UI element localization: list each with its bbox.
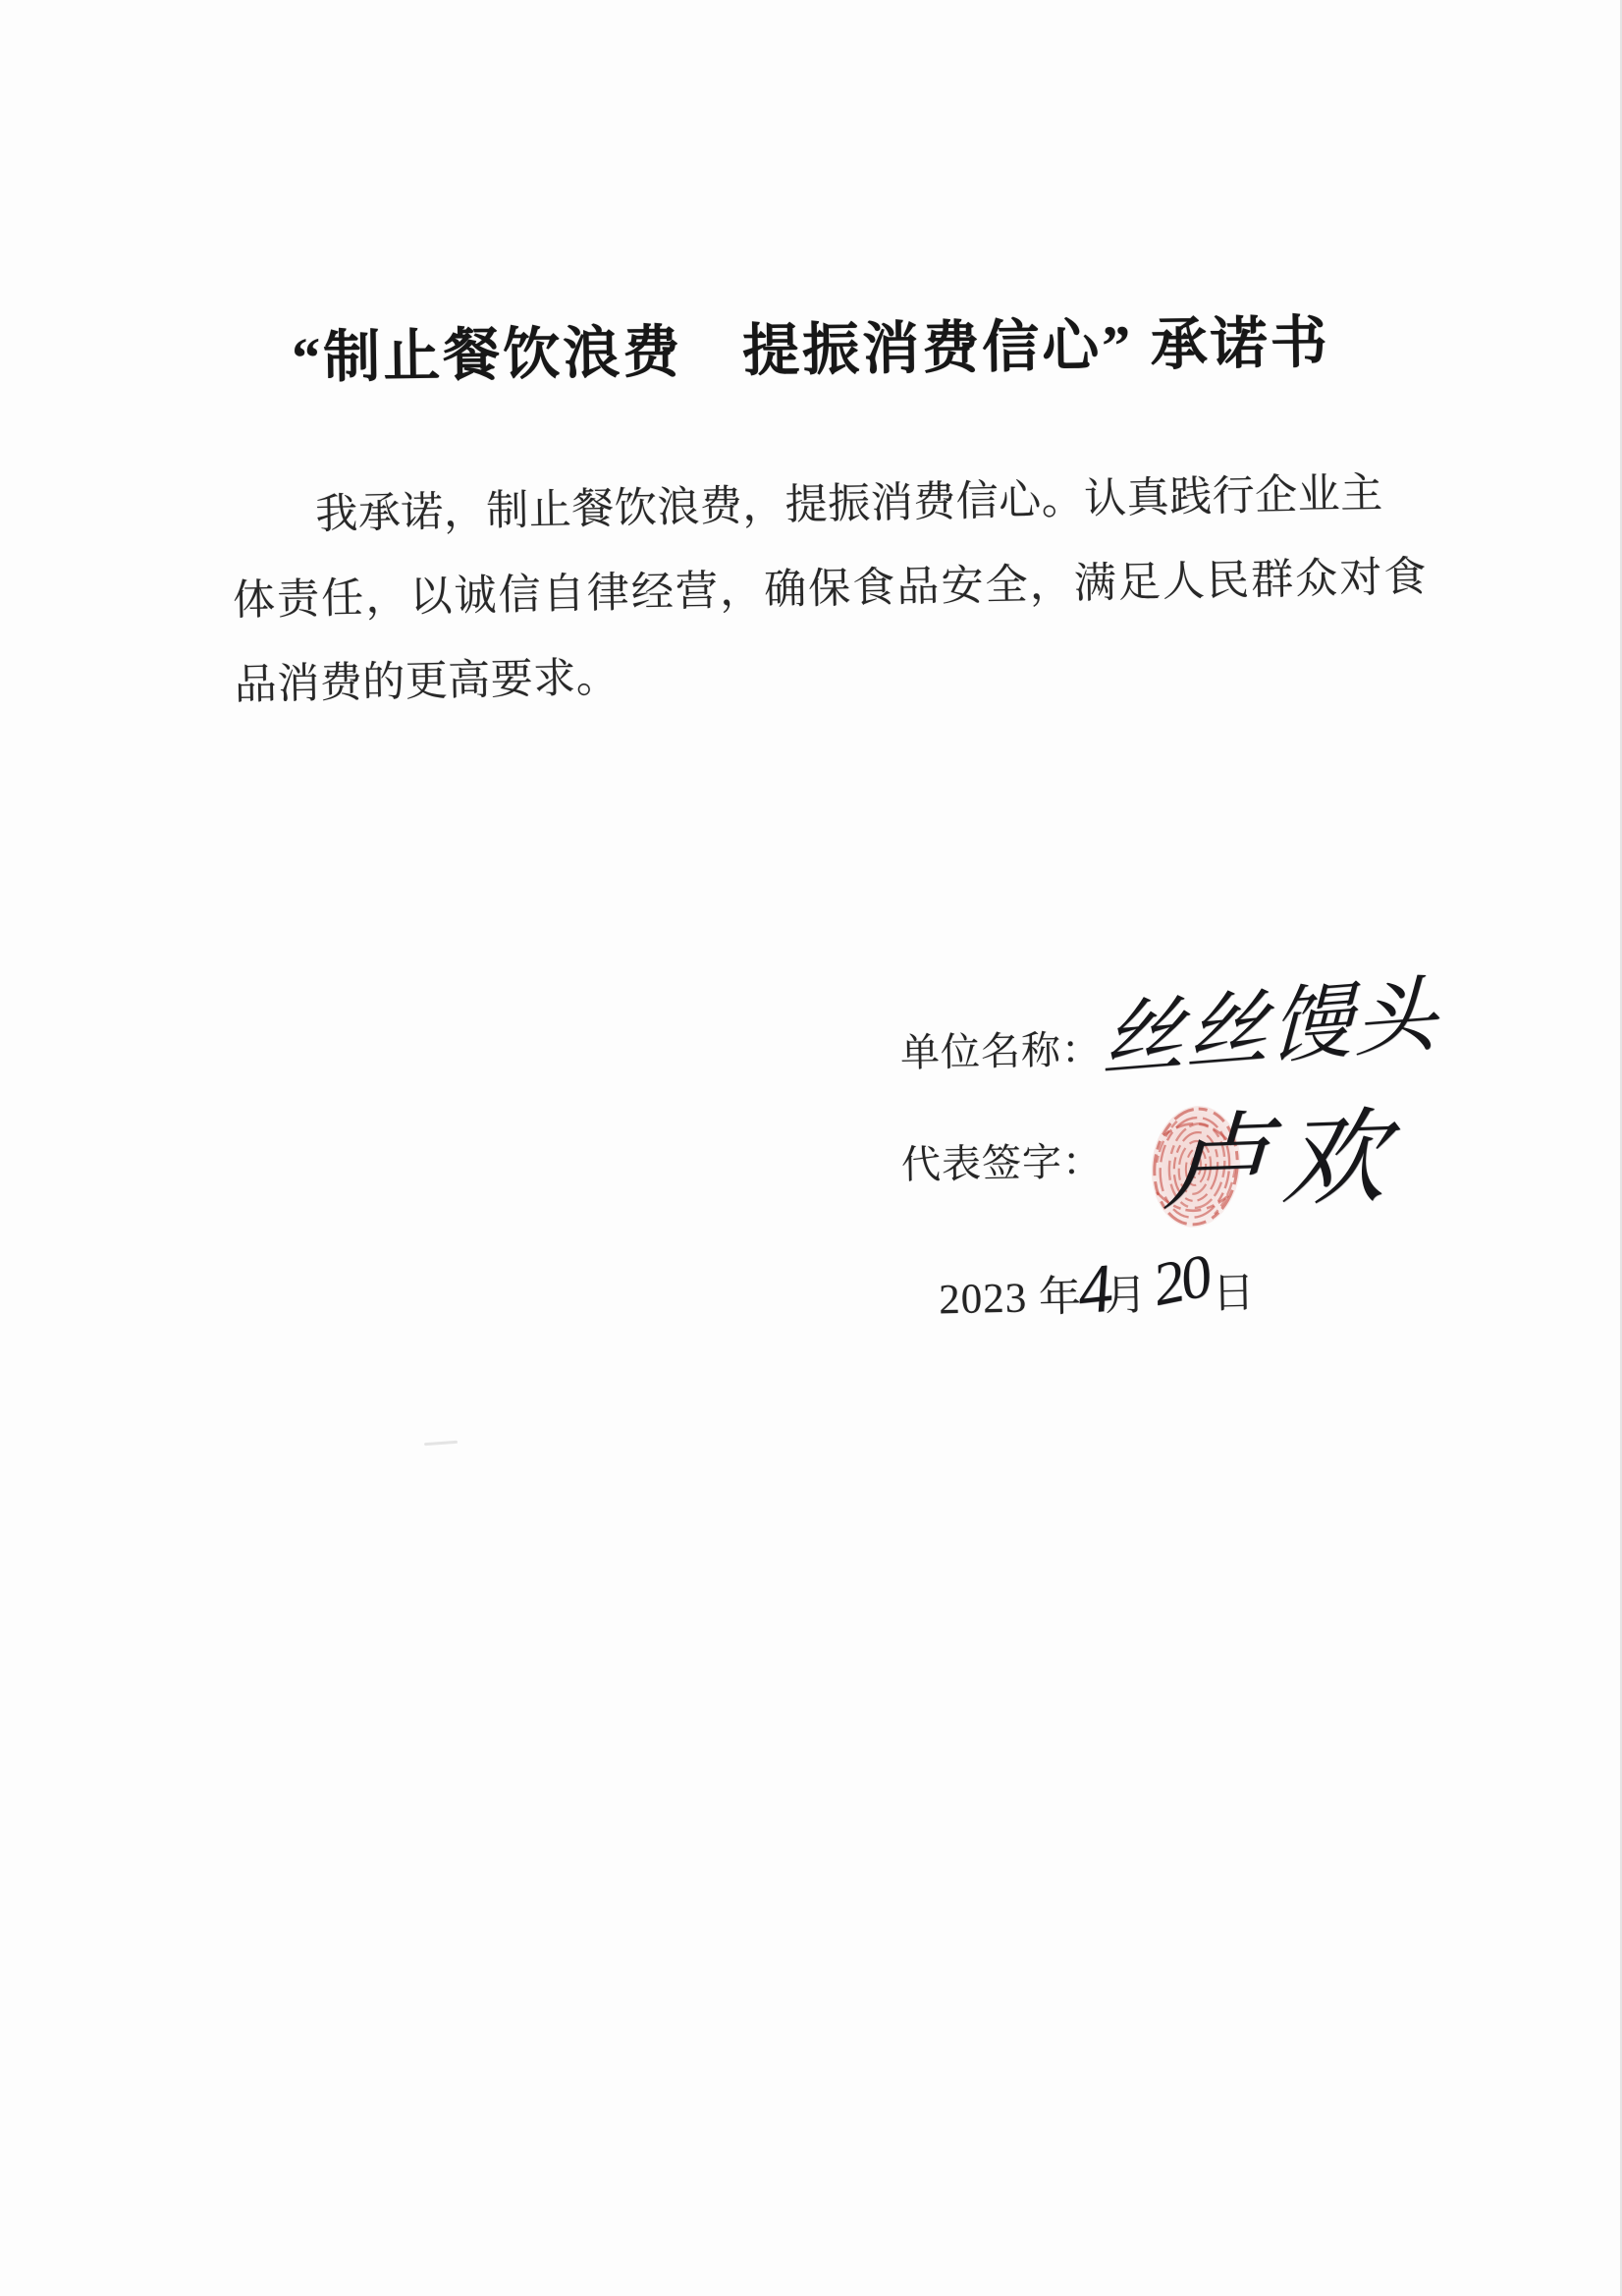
date-day-label: 日 xyxy=(1212,1270,1257,1318)
commitment-paragraph xyxy=(231,452,1430,728)
representative-signature-label: 代表签字： xyxy=(900,1139,1104,1187)
doc-title: “制止餐饮浪费 提振消费信心” 承诺书 xyxy=(291,310,1331,390)
paragraph-line-2: 体责任，以诚信自律经营，确保食品安全，满足人民群众对食 xyxy=(232,554,1430,625)
date-month-label: 月 xyxy=(1104,1272,1149,1320)
unit-name-handwriting: 丝丝馒头 xyxy=(1101,969,1440,1088)
unit-name-label: 单位名称： xyxy=(899,1027,1103,1075)
date-year-printed: 2023 年 xyxy=(938,1274,1083,1324)
date-month-handwritten: 4 xyxy=(1073,1250,1116,1330)
paragraph-line-1: 我承诺，制止餐饮浪费，提振消费信心。认真践行企业主 xyxy=(314,470,1384,539)
date-line xyxy=(938,1242,1257,1332)
scan-artifact xyxy=(424,1441,458,1446)
paragraph-line-3: 品消费的更高要求。 xyxy=(234,654,620,709)
date-day-handwritten: 20 xyxy=(1147,1242,1215,1320)
representative-signature-handwriting: 卢欢 xyxy=(1162,1099,1404,1224)
